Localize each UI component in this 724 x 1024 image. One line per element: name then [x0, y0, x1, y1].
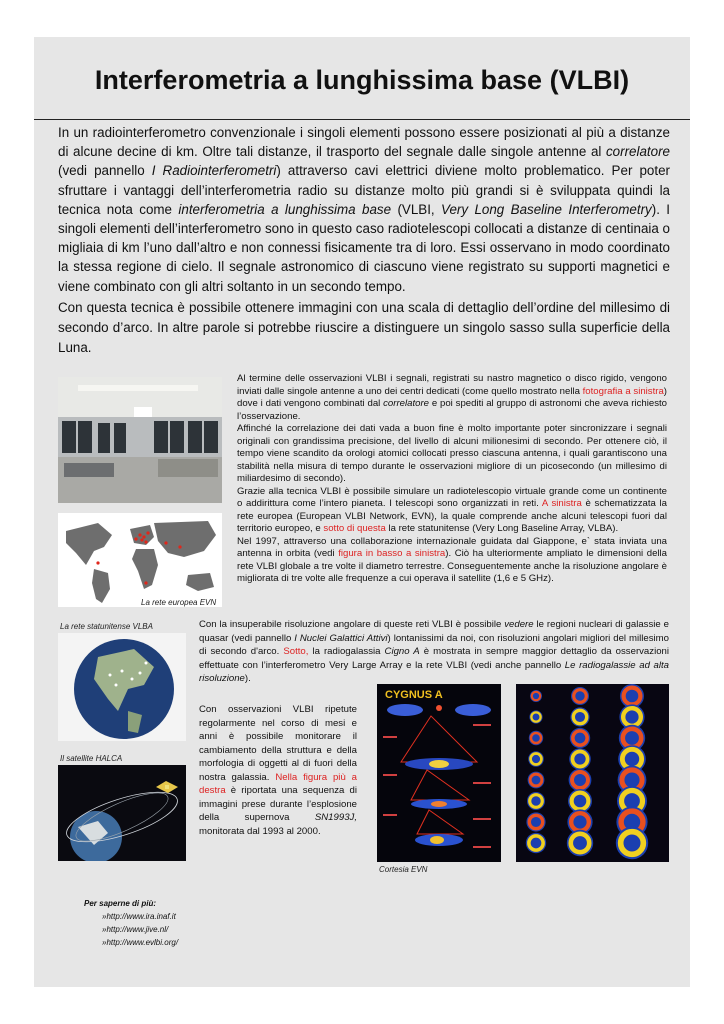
further-reading	[84, 897, 178, 949]
halca-caption: Il satellite HALCA	[60, 754, 123, 763]
vlba-globe-image	[58, 633, 186, 741]
cygnus-a-label: CYGNUS A	[385, 689, 443, 701]
evn-caption: La rete europea EVN	[141, 598, 217, 607]
page-title: Interferometria a lunghissima base (VLBI)	[94, 65, 630, 95]
poster-panel	[34, 37, 690, 987]
links-heading: Per saperne di più:	[84, 899, 157, 908]
vlba-caption: La rete statunitense VLBA	[60, 622, 153, 631]
link-jive[interactable]: »http://www.jive.nl/	[102, 925, 169, 934]
correlation-text-block: Al termine delle osservazioni VLBI i segnali, registrati su nastro magnetico o disco rigido, vengono inviati dalle singole antenne a uno dei centri dedicati (come quello mostrato nella fotografia a sinistra) dove i dati vengono combinati dal correlatore e poi spediti al gruppo di astronomi che aveva richiesto l’osservazione. Affinché la correlazione dei dati vada a buon fine è molto importante poter sincronizzare i segnali originali con grandissima precisione, del livello di alcuni milionesimi di secondo. Per ottenere ciò, il tempo viene scandito da orologi atomici collocati presso ciascuna antenna, i quali garantiscono una stabilità nella misura di tempo durante le osservazioni migliore di un picosecondo (un millesimo di miliardesimo di secondo). Grazie alla tecnica VLBI è possibile simulare un radiotelescopio virtuale grande come un continente o addirittura come l’intero pianeta. I telescopi sono organizzati in reti. A sinistra è schematizzata la rete europea (European VLBI Network, EVN), la quale comprende anche alcuni telescopi fuori dal territorio europeo, e sotto di questa la rete statunitense (Very Long Baseline Array, VLBA). Nel 1997, attraverso una collaborazione internazionale guidata dal Giappone, e` stata inviata una antenna in orbita (vedi figura in basso a sinistra). Ciò ha ulteriormente ampliato le dimensioni della rete VLBI globale a tre volte il diametro terrestre. Conseguentemente anche la risoluzione angolare è migliorata di tre volte alle frequenze a cui operava il satellite (1,6 e 5 GHz).	[237, 373, 667, 584]
link-evlbi[interactable]: »http://www.evlbi.org/	[102, 938, 179, 947]
intro-paragraph-1: In un radiointerferometro convenzionale i singoli elementi possono essere posizionati al più a distanze di alcune decine di km. Oltre tali distanze, il trasporto del segnale dalle singole antenne al correlatore (vedi pannello I Radiointerferometri) attraverso cavi elettrici diviene molto problematico. Per poter sfruttare i vantaggi dell’interferometria radio su distanze molto più grandi si è sviluppata quindi la tecnica nota come interferometria a lunghissima base (VLBI, Very Long Baseline Interferometry). I singoli elementi dell’interferometro sono in questo caso radiotelescopi collocati a distanze di centinaia o migliaia di km l’uno dall’altro e non connessi fisicamente tra di loro. Essi osservano in modo coordinato la stessa regione di cielo. Il segnale astronomico di ciascuno viene registrato su supporti magnetici e viene combinato con gli altri soltanto in un secondo tempo.	[58, 125, 671, 294]
halca-satellite-image	[58, 765, 186, 861]
link-ira[interactable]: »http://www.ira.inaf.it	[102, 912, 176, 921]
intro-text	[58, 123, 670, 358]
intro-paragraph-2: Con questa tecnica è possibile ottenere immagini con una scala di dettaglio dell’ordine del millesimo di secondo d’arco. In altre parole si potrebbe riuscire a distinguere un singolo sasso sulla superficie della Luna.	[58, 299, 670, 355]
cygnus-a-image	[377, 684, 501, 862]
evn-map-image	[58, 513, 222, 607]
supernova-rings	[516, 684, 669, 862]
title-divider	[34, 119, 690, 120]
supernova-text-block: Con osservazioni VLBI ripetute regolarmente nel corso di mesi e anni è possibile monitorare il cambiamento della struttura e della morfologia di oggetti al di fuori della nostra galassia. Nella figura più a destra è riportata una sequenza di immagini prese durante l’esplosione della supernova SN1993J, monitorata dal 1993 al 2000.	[199, 704, 358, 837]
sn1993j-sequence-image	[516, 684, 669, 862]
radiogalaxy-text-block: Con la insuperabile risoluzione angolare di queste reti VLBI è possibile vedere le regioni nucleari di galassie e quasar (vedi pannello I Nuclei Galattici Attivi) lontanissimi da noi, con risoluzioni angolari migliori del millesimo di secondo d'arco. Sotto, la radiogalassia Cigno A è mostrata in sempre maggior dettaglio da osservazioni effettuate con l’interferometro Very Large Array e la rete VLBI (vedi anche pannello Le radiogalassie ad alta risoluzione).	[199, 619, 670, 684]
correlator-photo	[58, 377, 222, 503]
courtesy-caption: Cortesia EVN	[379, 865, 428, 874]
